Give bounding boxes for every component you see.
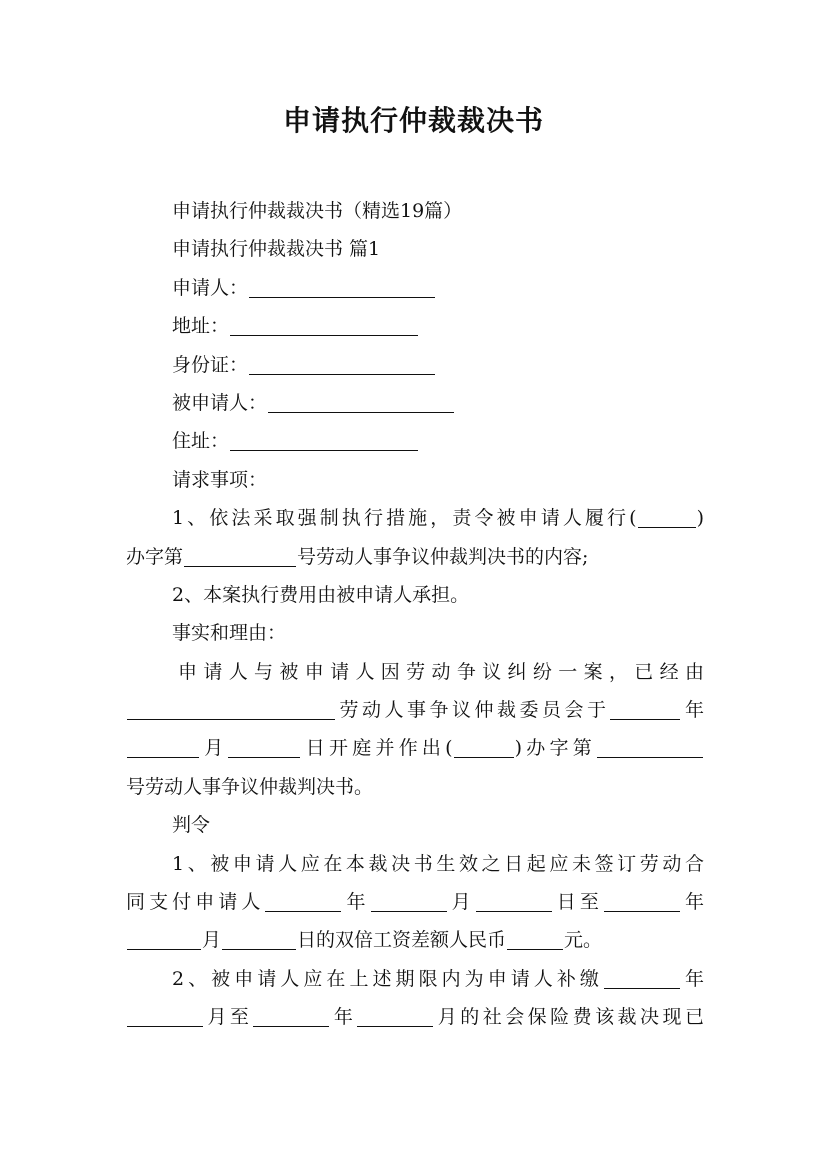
residence-label: 住址： <box>172 430 230 453</box>
request-item-1-text: 1、依法采取强制执行措施，责令被申请人履行( <box>172 507 637 530</box>
year-blank-2[interactable] <box>265 889 341 912</box>
facts-heading <box>126 614 704 652</box>
committee-blank[interactable] <box>127 697 335 720</box>
double-wage-text: 日的双倍工资差额人民币 <box>297 929 507 952</box>
year-blank-4[interactable] <box>604 966 680 989</box>
facts-heading-text: 事实和理由： <box>172 622 287 645</box>
order-item-1-text: 1、被申请人应在本裁决书生效之日起应未签订劳动合 <box>172 852 704 875</box>
day-blank-2[interactable] <box>476 889 552 912</box>
respondent-blank[interactable] <box>268 390 454 413</box>
month-blank-3[interactable] <box>127 927 201 950</box>
order-item-1-cont-2 <box>126 921 704 959</box>
residence-blank[interactable] <box>230 428 418 451</box>
month-label-3: 月 <box>202 929 222 952</box>
month-label-1: 月 <box>200 737 228 760</box>
respondent-label: 被申请人： <box>172 391 268 414</box>
office-no-label-2: )办字第 <box>514 737 596 760</box>
id-label: 身份证： <box>172 353 249 376</box>
document-title: 申请执行仲裁裁决书 <box>282 104 544 137</box>
section-heading <box>126 230 704 268</box>
yuan-label: 元。 <box>564 929 603 952</box>
subtitle-text: 申请执行仲裁裁决书（精选19篇） <box>172 200 463 222</box>
request-item-2-text: 2、本案执行费用由被申请人承担。 <box>172 583 470 606</box>
order-item-1 <box>126 845 704 883</box>
month-blank-2[interactable] <box>371 889 447 912</box>
id-blank[interactable] <box>249 352 435 375</box>
id-line <box>126 346 704 384</box>
applicant-label: 申请人： <box>172 276 249 299</box>
month-blank-4[interactable] <box>127 1004 203 1027</box>
case-prefix-blank[interactable] <box>638 505 696 528</box>
year-blank-1[interactable] <box>610 697 680 720</box>
order-heading <box>126 806 704 844</box>
request-item-1 <box>126 499 704 537</box>
year-label-5: 年 <box>330 1006 357 1029</box>
facts-text-1: 申请人与被申请人因劳动争议纠纷一案，已经由 <box>178 660 704 683</box>
committee-text: 劳动人事争议仲裁委员会于 <box>336 699 610 722</box>
address-label: 地址： <box>172 315 230 338</box>
facts-line-4 <box>126 768 704 806</box>
case-number-blank-2[interactable] <box>597 735 703 758</box>
case-number-blank[interactable] <box>184 544 296 567</box>
request-heading-text: 请求事项： <box>172 468 268 491</box>
month-to-label: 月至 <box>204 1006 253 1029</box>
residence-line <box>126 422 704 460</box>
paren-close: ) <box>696 507 704 530</box>
year-label-3: 年 <box>680 891 704 914</box>
hearing-text: 日开庭并作出( <box>301 737 453 760</box>
facts-line-1 <box>126 653 704 691</box>
month-blank-1[interactable] <box>127 735 199 758</box>
subtitle-line <box>126 192 704 230</box>
pay-text: 同支付申请人 <box>126 891 265 914</box>
year-label-4: 年 <box>680 967 704 990</box>
day-blank-3[interactable] <box>222 927 296 950</box>
applicant-line <box>126 269 704 307</box>
office-no-label: 办字第 <box>126 545 184 568</box>
address-line <box>126 307 704 345</box>
year-blank-5[interactable] <box>253 1004 329 1027</box>
request-item-1-cont <box>126 538 704 576</box>
respondent-line <box>126 384 704 422</box>
amount-blank[interactable] <box>507 927 563 950</box>
address-blank[interactable] <box>230 313 418 336</box>
year-label-2: 年 <box>342 891 370 914</box>
year-label-1: 年 <box>681 699 704 722</box>
order-heading-text: 判令 <box>172 814 211 837</box>
order-item-2-cont <box>126 998 704 1036</box>
social-insurance-text: 月的社会保险费该裁决现已 <box>434 1006 704 1029</box>
request-item-2 <box>126 576 704 614</box>
order-item-2-text: 2、被申请人应在上述期限内为申请人补缴 <box>172 967 603 990</box>
section-heading-text: 申请执行仲裁裁决书 篇1 <box>172 238 381 261</box>
applicant-blank[interactable] <box>249 275 435 298</box>
month-label-2: 月 <box>447 891 475 914</box>
facts-line-3 <box>126 729 704 767</box>
document-body <box>126 192 704 1037</box>
ruling-content-text: 号劳动人事争议仲裁判决书的内容; <box>297 545 589 568</box>
case-prefix-blank-2[interactable] <box>454 735 514 758</box>
month-blank-5[interactable] <box>357 1004 433 1027</box>
ruling-ref-text: 号劳动人事争议仲裁判决书。 <box>126 775 374 798</box>
year-blank-3[interactable] <box>604 889 680 912</box>
order-item-2 <box>126 960 704 998</box>
day-to-label: 日至 <box>552 891 603 914</box>
facts-line-2 <box>126 691 704 729</box>
order-item-1-cont <box>126 883 704 921</box>
day-blank-1[interactable] <box>228 735 300 758</box>
request-heading <box>126 461 704 499</box>
